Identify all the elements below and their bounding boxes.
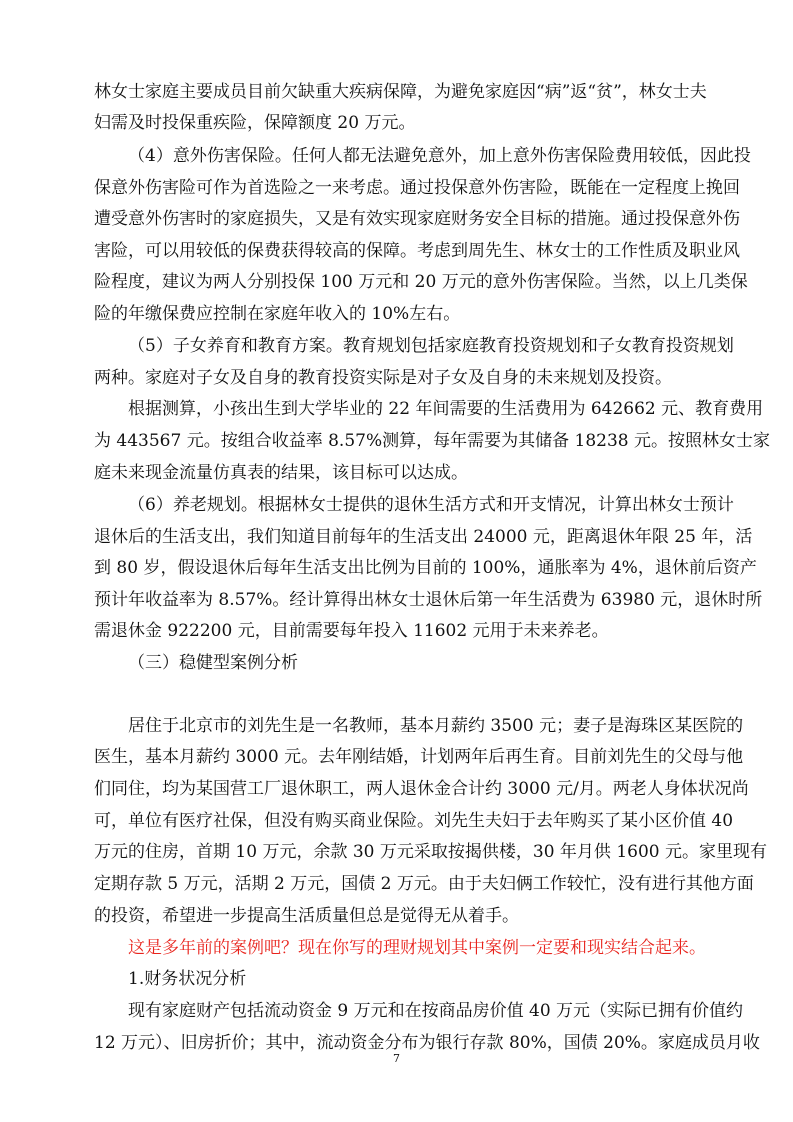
paragraph-line: 退休后的生活支出，我们知道目前每年的生活支出 24000 元，距离退休年限 25 年，活 [94,527,753,547]
paragraph-line: （5）子女养育和教育方案。教育规划包括家庭教育投资规划和子女教育投资规划 [128,336,734,356]
paragraph-line: 根据测算，小孩出生到大学毕业的 22 年间需要的生活费用为 642662 元、教育费用 [128,399,764,419]
paragraph-line: 居住于北京市的刘先生是一名教师，基本月薪约 3500 元；妻子是海珠区某医院的 [128,716,744,736]
paragraph-line: 定期存款 5 万元，活期 2 万元，国债 2 万元。由于夫妇俩工作较忙，没有进行其他方面 [94,874,754,894]
paragraph-line: 保意外伤害险可作为首选险之一来考虑。通过投保意外伤害险，既能在一定程度上挽回 [94,178,740,198]
paragraph-line: （4）意外伤害保险。任何人都无法避免意外，加上意外伤害保险费用较低，因此投 [128,146,751,166]
paragraph-line: 为 443567 元。按组合收益率 8.57%测算，每年需要为其储备 18238 元。按照林女士家 [94,431,770,451]
review-comment: 这是多年前的案例吧？现在你写的理财规划其中案例一定要和现实结合起来。 [128,938,706,958]
paragraph-line: 到 80 岁，假设退休后每年生活支出比例为目前的 100%，通胀率为 4%，退休前后资产 [94,558,757,578]
paragraph-line: 的投资，希望进一步提高生活质量但总是觉得无从着手。 [94,906,519,926]
paragraph-line: 林女士家庭主要成员目前欠缺重大疾病保障，为避免家庭因“病”返“贫”，林女士夫 [94,82,707,102]
paragraph-line: 险的年缴保费应控制在家庭年收入的 10%左右。 [94,304,461,324]
paragraph-line: 庭未来现金流量仿真表的结果，该目标可以达成。 [94,463,468,483]
paragraph-line: 12 万元）、旧房折价；其中，流动资金分布为银行存款 80%，国债 20%。家庭成员月收 [94,1033,760,1053]
paragraph-line: （6）养老规划。根据林女士提供的退休生活方式和开支情况，计算出林女士预计 [128,495,734,515]
paragraph-line: 可，单位有医疗社保，但没有购买商业保险。刘先生夫妇于去年购买了某小区价值 40 [94,811,734,831]
paragraph-line: 预计年收益率为 8.57%。经计算得出林女士退休后第一年生活费为 63980 元，退休时所 [94,590,763,610]
paragraph-line: 医生，基本月薪约 3000 元。去年刚结婚，计划两年后再生育。目前刘先生的父母与他 [94,747,744,767]
paragraph-line: 险程度，建议为两人分别投保 100 万元和 20 万元的意外伤害保险。当然，以上几类保 [94,272,748,292]
paragraph-line: 需退休金 922200 元，目前需要每年投入 11602 元用于未来养老。 [94,621,609,641]
paragraph-line: 害险，可以用较低的保费获得较高的保障。考虑到周先生、林女士的工作性质及职业风 [94,241,740,261]
paragraph-line: 们同住，均为某国营工厂退休职工，两人退休金合计约 3000 元/月。两老人身体状况尚 [94,779,749,799]
paragraph-line: 妇需及时投保重疾险，保障额度 20 万元。 [94,113,416,133]
section-heading: （三）稳健型案例分析 [128,653,298,673]
paragraph-line: 两种。家庭对子女及自身的教育投资实际是对子女及自身的未来规划及投资。 [94,368,672,388]
subsection-heading: 1.财务状况分析 [128,969,247,989]
paragraph-line: 现有家庭财产包括流动资金 9 万元和在按商品房价值 40 万元（实际已拥有价值约 [128,1001,744,1021]
paragraph-line: 万元的住房，首期 10 万元，余款 30 万元采取按揭供楼，30 年月供 1600 元。家里现有 [94,842,767,862]
paragraph-line: 遭受意外伤害时的家庭损失，又是有效实现家庭财务安全目标的措施。通过投保意外伤 [94,209,740,229]
page-number: 7 [393,1052,400,1065]
